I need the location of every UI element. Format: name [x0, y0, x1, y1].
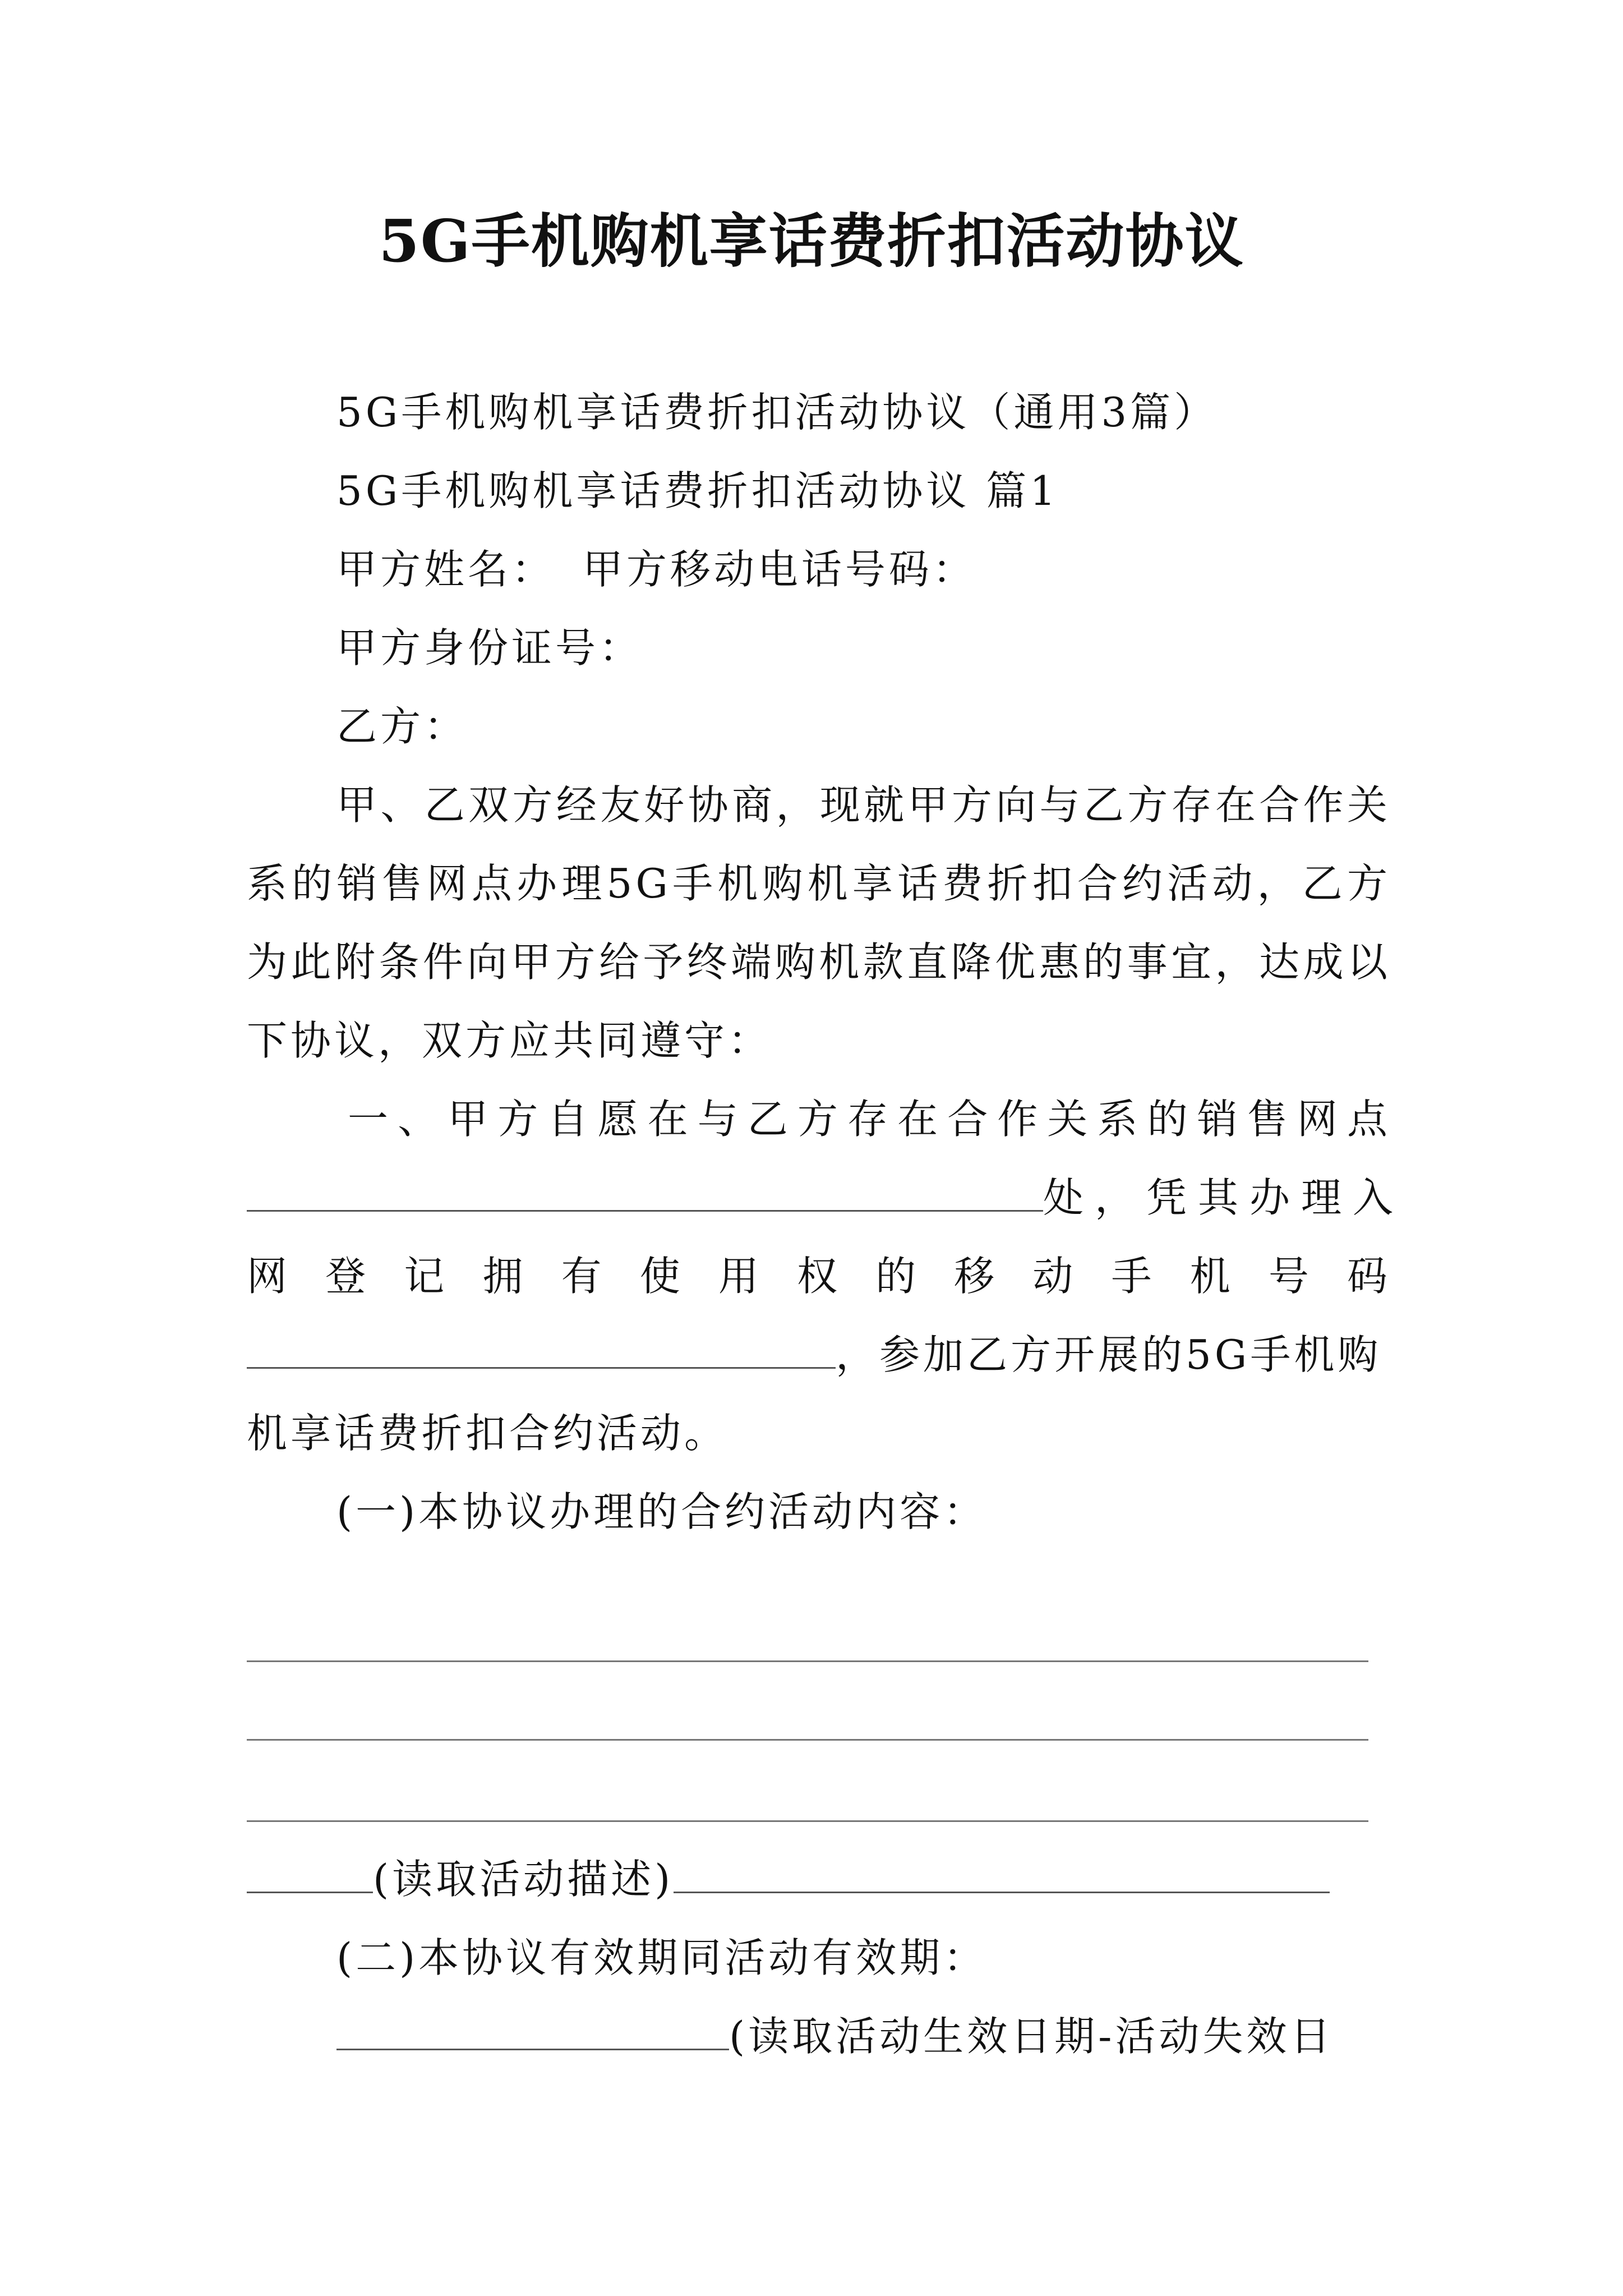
blank-rule-3 — [247, 1820, 1368, 1822]
clause1-line-1: 一、甲方自愿在与乙方存在合作关系的销售网点 — [348, 1096, 1391, 1143]
phone-number-blank — [247, 1328, 836, 1369]
intro-line-3: 为此附条件向甲方给予终端购机款直降优惠的事宜，达成以 — [247, 938, 1391, 986]
activity-desc-blank-left — [247, 1852, 373, 1893]
sub1-heading: (一)本协议办理的合约活动内容： — [336, 1488, 988, 1535]
party-a-phone-label: 甲方移动电话号码： — [582, 546, 976, 593]
clause1-line-5: 机享话费折扣合约活动。 — [247, 1410, 728, 1457]
intro-line-4: 下协议，双方应共同遵守： — [247, 1017, 772, 1064]
validity-line — [336, 2008, 1391, 2064]
party-a-name-label: 甲方姓名： — [336, 546, 556, 593]
clause1-line-2-text: 处，凭其办理入 — [1043, 1174, 1405, 1221]
activity-desc-line — [247, 1851, 1391, 1907]
sub2-heading: (二)本协议有效期同活动有效期： — [336, 1934, 988, 1981]
validity-blank — [336, 2009, 729, 2050]
activity-desc-placeholder: (读取活动描述) — [373, 1856, 674, 1903]
party-a-line — [336, 541, 1391, 597]
blank-rule-2 — [247, 1739, 1368, 1741]
intro-line-2: 系的销售网点办理5G手机购机享话费折扣合约活动，乙方 — [247, 860, 1391, 907]
part-heading: 5G手机购机享话费折扣活动协议 篇1 — [336, 467, 1059, 514]
intro-line-1: 甲、乙双方经友好协商，现就甲方向与乙方存在合作关 — [336, 781, 1391, 829]
document-title: 5G手机购机享话费折扣活动协议 — [379, 206, 1244, 275]
blank-rule-1 — [247, 1660, 1368, 1662]
clause1-line-4-text: ，参加乙方开展的5G手机购 — [836, 1331, 1382, 1378]
validity-placeholder: (读取活动生效日期-活动失效日 — [729, 2013, 1334, 2060]
activity-desc-blank-right — [674, 1852, 1330, 1893]
document-subtitle: 5G手机购机享话费折扣活动协议（通用3篇） — [336, 389, 1218, 436]
clause1-line-3: 网登记拥有使用权的移动手机号码 — [247, 1253, 1391, 1300]
clause1-line-2 — [247, 1170, 1405, 1226]
clause1-line-4 — [247, 1327, 1391, 1383]
party-b-label: 乙方： — [336, 703, 468, 750]
sales-outlet-blank — [247, 1171, 1043, 1212]
party-a-id-label: 甲方身份证号： — [336, 624, 643, 671]
